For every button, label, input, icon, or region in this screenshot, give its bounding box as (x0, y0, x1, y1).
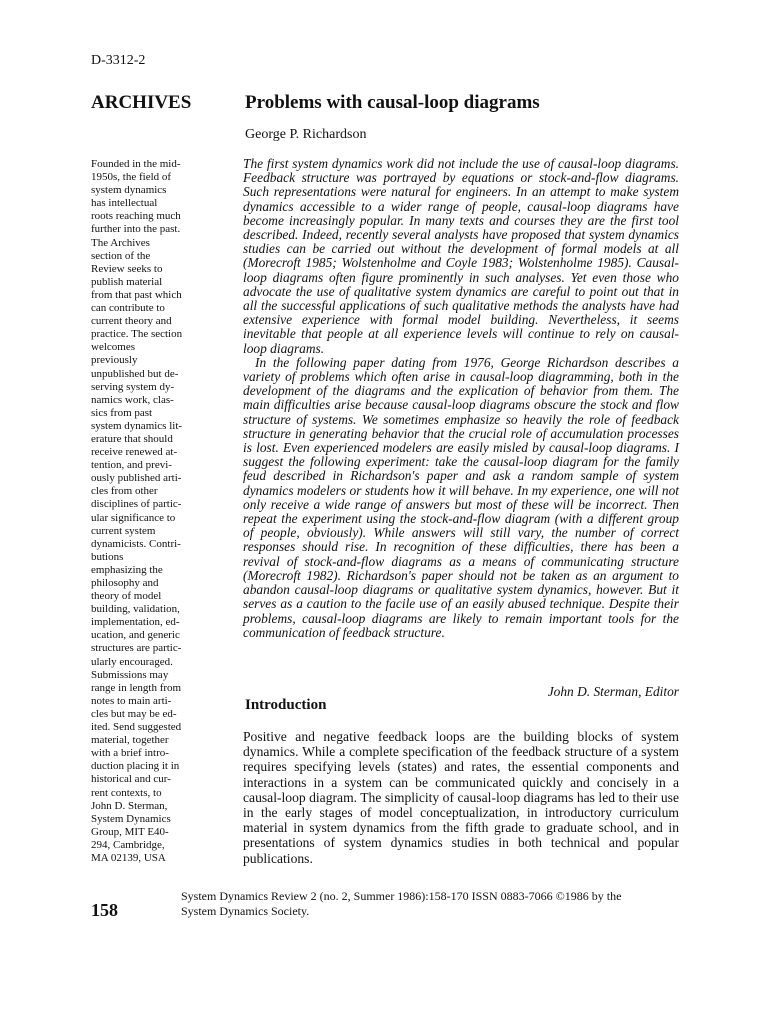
sidebar-line: philosophy and (91, 577, 159, 589)
page-number: 158 (91, 900, 118, 920)
sidebar-line: historical and cur- (91, 773, 171, 786)
sidebar-line: butions (91, 550, 124, 563)
sidebar-line: ited. Send suggested (91, 721, 182, 734)
article-title: Problems with causal-loop diagrams (245, 92, 540, 113)
abstract-paragraph: In the following paper dating from 1976, George Richardson describes a variety of problems which often arise in causal-loop diagramming, both in the development of the diagrams and the explication of behavior from them. The main difficulties arise because causal-loop diagrams obscure the stock and flow structure of systems. We sometimes emphasize so heavily the role of feedback structure in generating behavior that the crucial role of accumulation processes is lost. Even experienced modelers are easily misled by causal-loop diagrams. I suggest the following experiment: take the causal-loop diagram for the family feud described in Richardson's paper and ask a random sample of system dynamics modelers or students how it will behave. In my experience, one will not only receive a wide range of answers but most of these will be incorrect. Then repeat the experiment using the stock-and-flow diagram (with a different group of people, obviously). While answers will still vary, the number of correct responses should rise. In recognition of these difficulties, there has been a revival of stock-and-flow diagrams as a means of communicating structure (Morecroft 1982). Richardson's paper should not be taken as an argument to abandon causal-loop diagrams or qualitative system dynamics, however. But it serves as a caution to the facile use of an easily abused technique. Despite their problems, causal-loop diagrams are likely to remain important tools for the communication of feedback structure. (243, 354, 679, 640)
sidebar-line: with a brief intro- (91, 747, 169, 760)
sidebar-line: building, validation, (91, 603, 180, 616)
sidebar-line: has intellectual (91, 197, 158, 210)
sidebar-line: erature that should (91, 432, 173, 445)
sidebar-line: ularly encouraged. (91, 655, 173, 668)
sidebar-line: section of the (91, 249, 151, 262)
introduction-paragraph: Positive and negative feedback loops are the building blocks of system dynamics. While a complete specification of the feedback structure of a system requires specifying levels (states) and rates, the essential components and interactions in a system can be communicated quickly and concisely in a causal-loop diagram. The simplicity of causal-loop diagrams has led to their use in the early stages of model conceptualization, in introductory curriculum material in system dynamics from the fifth grade to graduate school, and in presentations of system dynamics studies in both technical and popular publications. (243, 729, 679, 866)
sidebar-line: from that past which (91, 288, 182, 301)
sidebar-line: theory of model (91, 590, 162, 603)
citation-line: System Dynamics Society. (181, 904, 310, 918)
sidebar-line: tention, and previ- (91, 459, 172, 472)
abstract-paragraph: The first system dynamics work did not include the use of causal-loop diagrams. Feedback structure was portrayed by equations or stock-and-flow diagrams. Such representations were natural for engineers. In an attempt to make system dynamics accessible to a wider range of people, causal-loop diagrams have become increasingly popular. In many texts and courses they are the first tool described. Indeed, recently several analysts have proposed that system dynamics studies can be carried out without the development of formal models at all (Morecroft 1985; Wolstenholme and Coyle 1983; Wolstenholme 1985). Causal-loop diagrams often figure prominently in such analyses. Yet even those who advocate the use of qualitative system dynamics are careful to point out that in all the successful applications of such qualitative methods the analysts have had extensive experience with formal model building. Nevertheless, it seems inevitable that people at all experience levels will continue to rely on causal-loop diagrams. (243, 156, 679, 356)
sidebar-line: duction placing it in (91, 760, 180, 773)
sidebar-line: previously (91, 354, 138, 367)
author-name: George P. Richardson (245, 127, 367, 142)
sidebar-line: dynamicists. Contri- (91, 537, 181, 550)
sidebar-line: The Archives (91, 236, 150, 249)
sidebar-line: structures are partic- (91, 642, 182, 655)
sidebar-line: emphasizing the (91, 563, 163, 576)
sidebar-line: practice. The section (91, 328, 183, 341)
sidebar-line: 294, Cambridge, (91, 838, 165, 851)
sidebar-line: system dynamics lit- (91, 419, 183, 432)
editor-signature: John D. Sterman, Editor (547, 684, 679, 699)
sidebar-line: sics from past (91, 406, 153, 419)
sidebar-line: material, together (91, 734, 169, 747)
section-label: ARCHIVES (91, 92, 192, 113)
sidebar-line: rent contexts, to (91, 786, 162, 799)
sidebar-line: can contribute to (91, 302, 165, 315)
document-id: D-3312-2 (91, 53, 146, 68)
section-heading-introduction: Introduction (245, 697, 327, 713)
editor-abstract (243, 157, 679, 640)
citation-footer (181, 889, 621, 919)
sidebar-line: implementation, ed- (91, 616, 180, 629)
sidebar-line: System Dynamics (91, 812, 171, 825)
sidebar-line: cles from other (91, 485, 158, 498)
sidebar-line: Submissions may (91, 668, 169, 681)
sidebar-line: namics work, clas- (91, 393, 174, 406)
sidebar-line: receive renewed at- (91, 446, 178, 459)
archives-sidebar (91, 158, 199, 865)
sidebar-line: current system (91, 524, 156, 537)
sidebar-line: disciplines of partic- (91, 498, 182, 511)
citation-line: System Dynamics Review 2 (no. 2, Summer 1986):158-170 ISSN 0883-7066 ©1986 by the (181, 889, 622, 903)
sidebar-line: John D. Sterman, (91, 799, 168, 812)
sidebar-line: notes to main arti- (91, 694, 172, 707)
sidebar-line: current theory and (91, 315, 172, 328)
sidebar-line: Founded in the mid- (91, 158, 181, 170)
sidebar-line: Review seeks to (91, 262, 163, 275)
sidebar-line: cles but may be ed- (91, 707, 177, 720)
sidebar-line: Group, MIT E40- (91, 825, 169, 838)
sidebar-line: ously published arti- (91, 472, 182, 485)
sidebar-line: ucation, and generic (91, 629, 180, 642)
sidebar-line: system dynamics (91, 184, 167, 197)
sidebar-line: publish material (91, 275, 163, 288)
sidebar-line: unpublished but de- (91, 367, 179, 380)
sidebar-line: further into the past. (91, 223, 181, 236)
sidebar-line: welcomes (91, 341, 135, 354)
sidebar-line: ular significance to (91, 511, 176, 524)
sidebar-line: range in length from (91, 681, 182, 694)
sidebar-line: roots reaching much (91, 210, 181, 223)
sidebar-line: MA 02139, USA (91, 851, 166, 864)
sidebar-line: serving system dy- (91, 380, 175, 393)
sidebar-line: 1950s, the field of (91, 171, 172, 184)
